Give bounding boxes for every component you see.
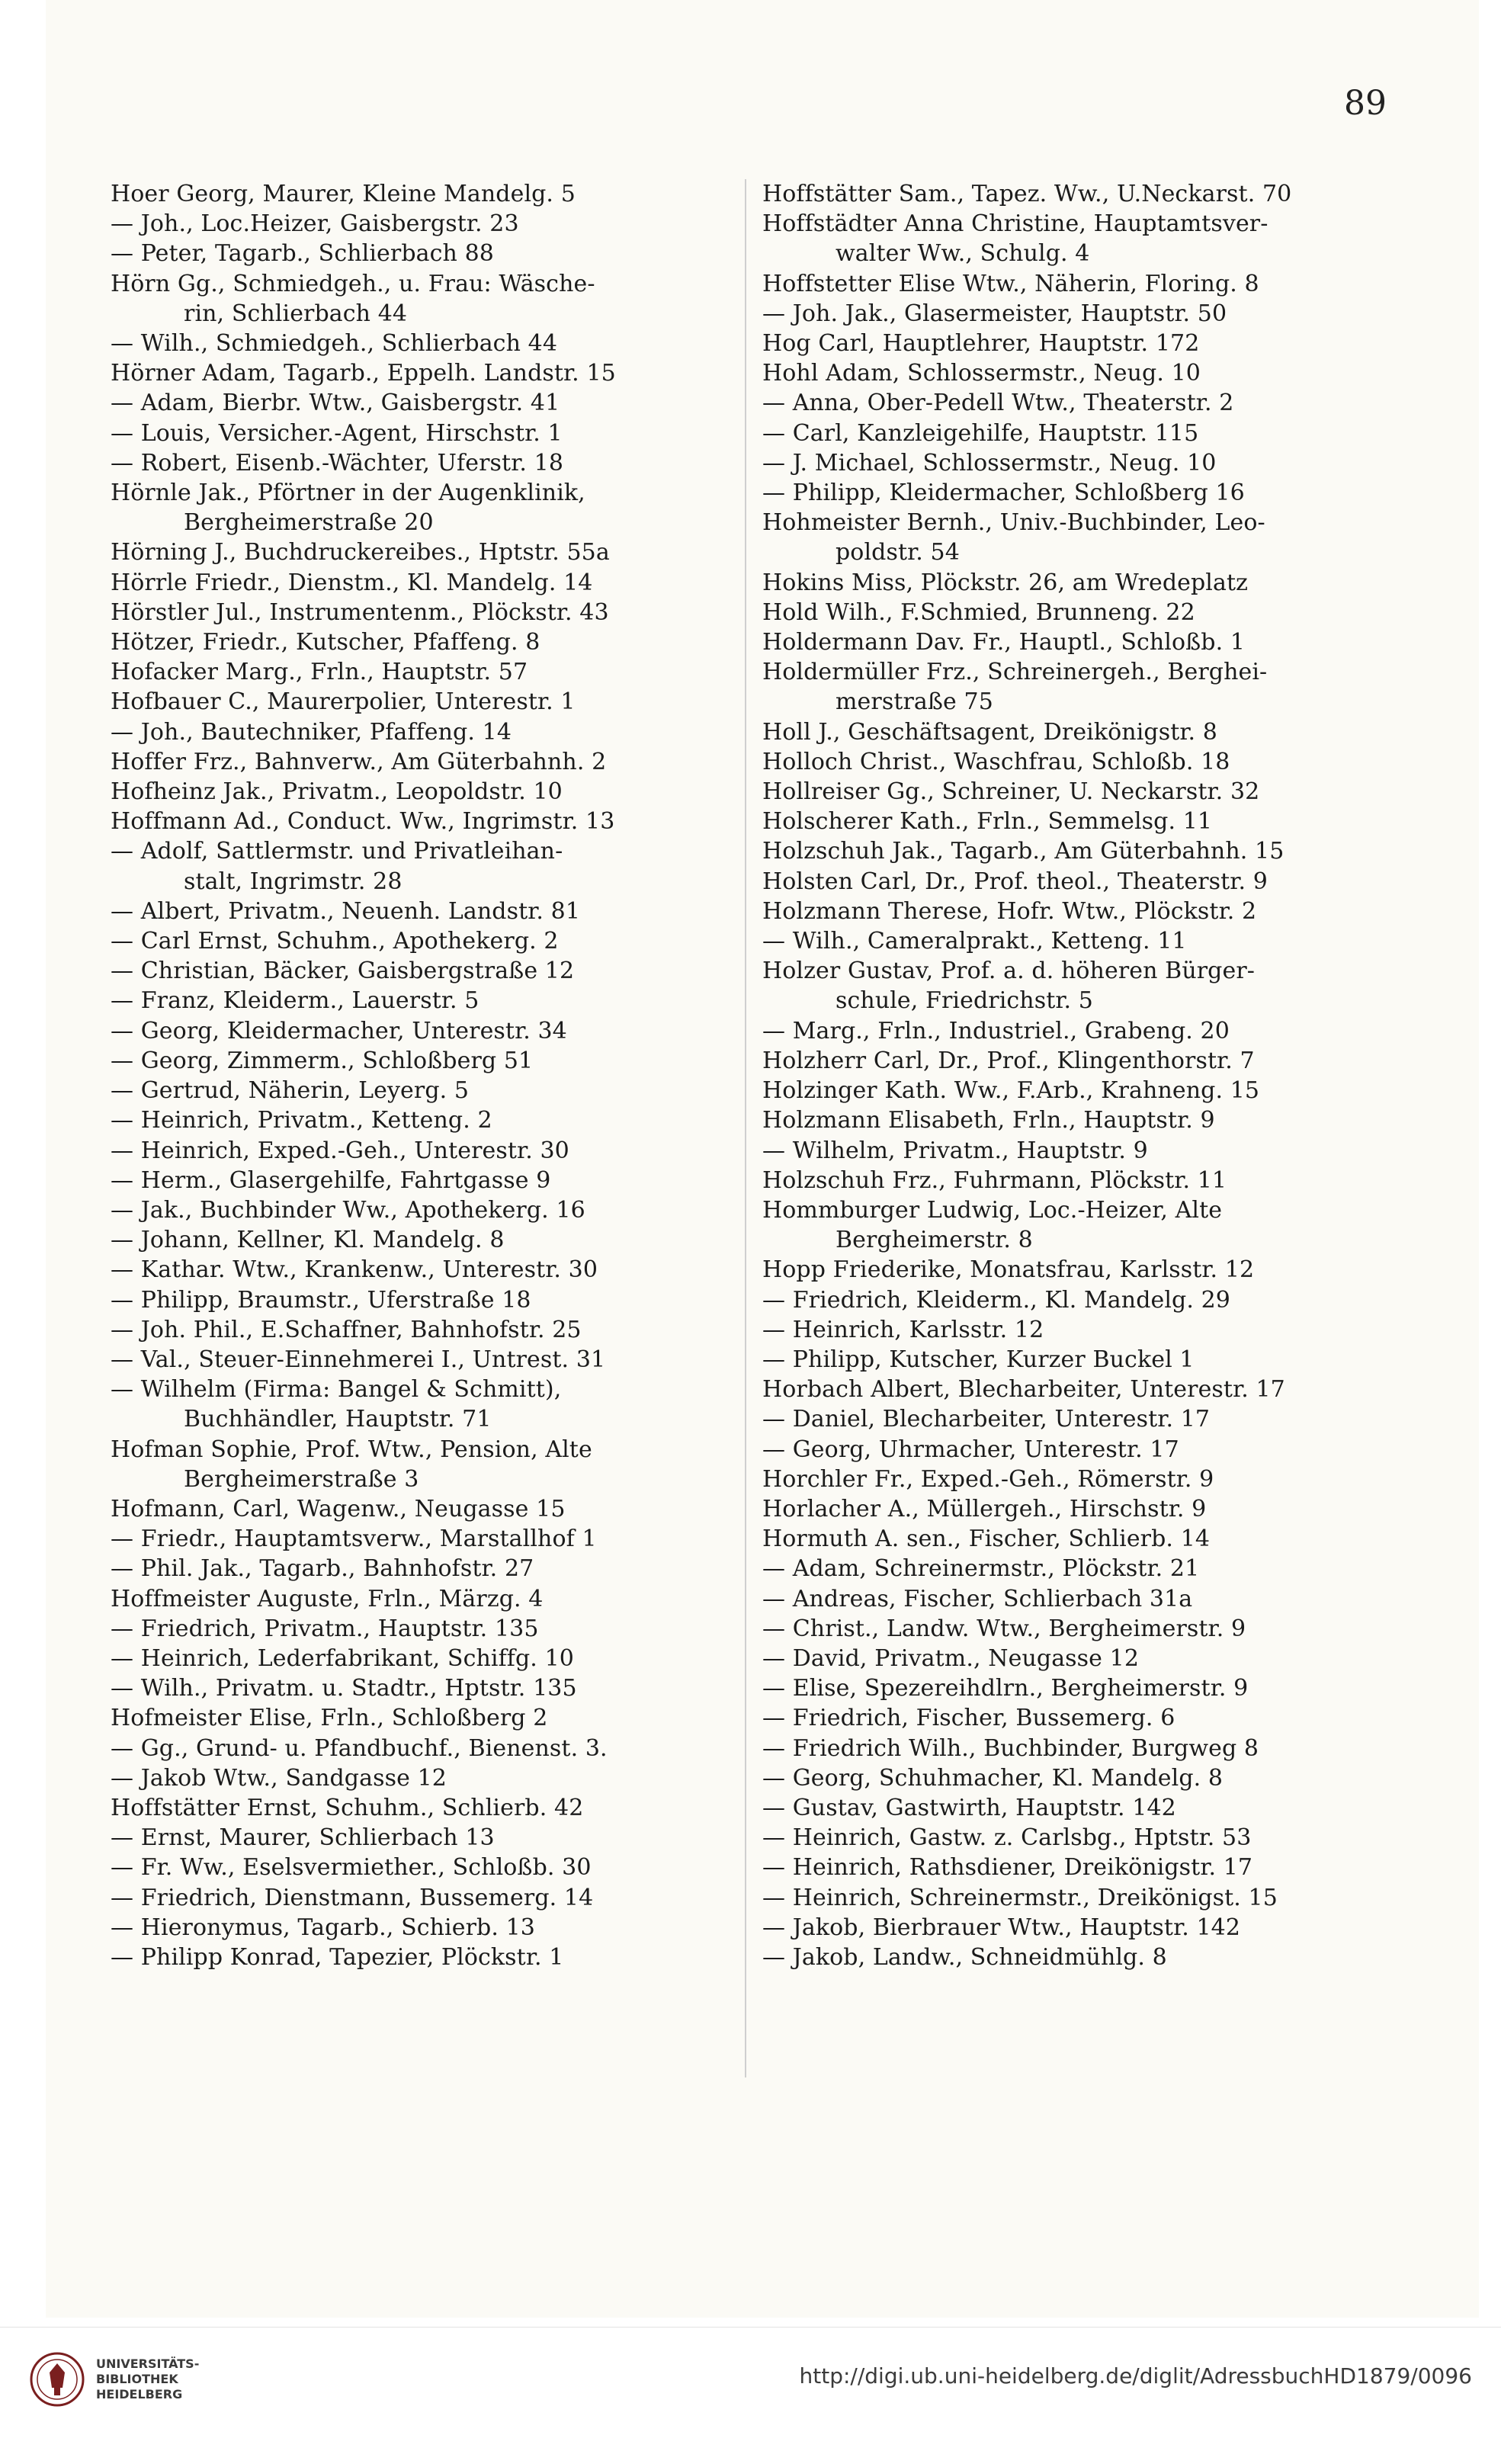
entry-line: — Heinrich, Gastw. z. Carlsbg., Hptstr. 53 (762, 1824, 1252, 1852)
entry-line: — Joh., Bautechniker, Pfaffeng. 14 (111, 718, 512, 746)
entry-line: Hötzer, Friedr., Kutscher, Pfaffeng. 8 (111, 629, 540, 656)
directory-entry (111, 1703, 720, 1733)
entry-line: Hoffstetter Elise Wtw., Näherin, Floring. 8 (762, 270, 1259, 297)
directory-entry (762, 1734, 1372, 1763)
directory-entry (111, 1345, 720, 1375)
page-number: 89 (1344, 84, 1387, 123)
directory-entry (762, 1494, 1372, 1524)
entry-continuation-line: Bergheimerstraße 20 (184, 509, 434, 537)
entry-continuation-line: Bergheimerstr. 8 (835, 1227, 1033, 1254)
entry-line: Hofmann, Carl, Wagenw., Neugasse 15 (111, 1495, 566, 1522)
entry-line: — Philipp, Kutscher, Kurzer Buckel 1 (762, 1346, 1195, 1373)
entry-line: — Adam, Schreinermstr., Plöckstr. 21 (762, 1555, 1200, 1583)
directory-entry (111, 1315, 720, 1345)
directory-entry (762, 897, 1372, 926)
entry-line: — Wilh., Cameralprakt., Ketteng. 11 (762, 928, 1187, 955)
entry-line: Hofheinz Jak., Privatm., Leopoldstr. 10 (111, 778, 563, 806)
entry-line: — Wilh., Privatm. u. Stadtr., Hptstr. 135 (111, 1675, 577, 1702)
directory-entry (762, 299, 1372, 329)
directory-entry (762, 717, 1372, 747)
entry-line: Hohmeister Bernh., Univ.-Buchbinder, Leo- (762, 509, 1265, 537)
directory-entry (111, 358, 720, 388)
directory-entry (111, 269, 720, 329)
entry-line: Hokins Miss, Plöckstr. 26, am Wredeplatz (762, 569, 1249, 596)
directory-entry (111, 598, 720, 627)
directory-entry (111, 657, 720, 687)
entry-line: — Heinrich, Schreinermstr., Dreikönigst. 15 (762, 1884, 1278, 1911)
entry-line: Hoffstädter Anna Christine, Hauptamtsver- (762, 210, 1268, 238)
directory-entry (762, 1554, 1372, 1583)
directory-entry (111, 777, 720, 807)
entry-line: — Joh. Phil., E.Schaffner, Bahnhofstr. 25 (111, 1316, 582, 1343)
entry-line: — Peter, Tagarb., Schlierbach 88 (111, 240, 494, 268)
entry-line: Holloch Christ., Waschfrau, Schloßb. 18 (762, 748, 1230, 775)
directory-entry (111, 986, 720, 1015)
entry-line: — Louis, Versicher.-Agent, Hirschstr. 1 (111, 419, 563, 447)
entry-line: — Friedrich Wilh., Buchbinder, Burgweg 8 (762, 1734, 1259, 1762)
directory-entry (111, 239, 720, 268)
entry-line: — Friedrich, Kleiderm., Kl. Mandelg. 29 (762, 1286, 1230, 1314)
entry-line: — Georg, Zimmerm., Schloßberg 51 (111, 1047, 534, 1074)
directory-entry (111, 329, 720, 358)
entry-line: Hörnle Jak., Pförtner in der Augenklinik, (111, 480, 585, 507)
directory-entry (111, 1853, 720, 1882)
entry-line: — David, Privatm., Neugasse 12 (762, 1644, 1140, 1672)
right-column (762, 179, 1372, 1972)
directory-entry (111, 1225, 720, 1255)
directory-entry (111, 1016, 720, 1046)
directory-entry (111, 478, 720, 537)
directory-entry (111, 537, 720, 567)
directory-entry (111, 1883, 720, 1913)
directory-entry (762, 1166, 1372, 1195)
directory-entry (111, 1285, 720, 1315)
entry-line: Holzinger Kath. Ww., F.Arb., Krahneng. 15 (762, 1077, 1260, 1105)
directory-entry (762, 1793, 1372, 1823)
entry-continuation-line: Buchhändler, Hauptstr. 71 (184, 1406, 492, 1433)
entry-line: — Daniel, Blecharbeiter, Unterestr. 17 (762, 1406, 1211, 1433)
university-seal-icon (29, 2351, 85, 2408)
entry-line: — Jakob, Bierbrauer Wtw., Hauptstr. 142 (762, 1914, 1241, 1941)
entry-line: — Georg, Schuhmacher, Kl. Mandelg. 8 (762, 1764, 1224, 1792)
entry-line: Hog Carl, Hauptlehrer, Hauptstr. 172 (762, 330, 1200, 358)
entry-line: — Christ., Landw. Wtw., Bergheimerstr. 9 (762, 1615, 1246, 1642)
entry-line: Hoer Georg, Maurer, Kleine Mandelg. 5 (111, 181, 576, 207)
directory-entry (111, 388, 720, 418)
directory-entry (111, 1524, 720, 1554)
directory-entry (111, 1793, 720, 1823)
directory-entry (762, 836, 1372, 866)
entry-line: Hofacker Marg., Frln., Hauptstr. 57 (111, 659, 528, 686)
directory-entry (111, 1375, 720, 1434)
logo-line-1: UNIVERSITÄTS- (96, 2357, 200, 2371)
logo-line-2: BIBLIOTHEK (96, 2372, 178, 2386)
entry-line: Holl J., Geschäftsagent, Dreikönigstr. 8 (762, 718, 1217, 746)
directory-entry (762, 358, 1372, 388)
entry-line: — Robert, Eisenb.-Wächter, Uferstr. 18 (111, 449, 563, 476)
entry-line: Hoffmeister Auguste, Frln., Märzg. 4 (111, 1585, 544, 1612)
entry-line: Hopp Friederike, Monatsfrau, Karlsstr. 12 (762, 1256, 1255, 1284)
left-column (111, 179, 720, 1972)
entry-line: — Christian, Bäcker, Gaisbergstraße 12 (111, 958, 575, 985)
entry-line: Hoffer Frz., Bahnverw., Am Güterbahnh. 2 (111, 748, 607, 775)
entry-line: — Wilh., Schmiedgeh., Schlierbach 44 (111, 330, 558, 358)
entry-line: — Kathar. Wtw., Krankenw., Unterestr. 30 (111, 1256, 598, 1284)
directory-entry (111, 836, 720, 896)
entry-line: Horchler Fr., Exped.-Geh., Römerstr. 9 (762, 1465, 1214, 1493)
directory-entry (111, 1763, 720, 1793)
entry-line: — Gg., Grund- u. Pfandbuchf., Bienenst. 3. (111, 1734, 608, 1762)
directory-entry (762, 956, 1372, 1015)
directory-entry (762, 1255, 1372, 1285)
entry-line: Hofbauer C., Maurerpolier, Unterestr. 1 (111, 688, 576, 716)
entry-line: — Marg., Frln., Industriel., Grabeng. 20 (762, 1017, 1230, 1044)
entry-line: Hoffmann Ad., Conduct. Ww., Ingrimstr. 13 (111, 808, 615, 836)
entry-line: — Georg, Uhrmacher, Unterestr. 17 (762, 1436, 1179, 1463)
entry-line: — Elise, Spezereihdlrn., Bergheimerstr. 9 (762, 1675, 1249, 1702)
entry-line: Hörning J., Buchdruckereibes., Hptstr. 55a (111, 539, 610, 566)
directory-entry (762, 1285, 1372, 1315)
entry-line: — Jakob Wtw., Sandgasse 12 (111, 1764, 447, 1792)
entry-line: Hofman Sophie, Prof. Wtw., Pension, Alte (111, 1436, 592, 1463)
entry-line: Hoffstätter Sam., Tapez. Ww., U.Neckarst. 70 (762, 181, 1292, 207)
directory-entry (111, 209, 720, 239)
directory-entry (111, 1105, 720, 1135)
directory-entry (762, 867, 1372, 897)
directory-entry (111, 1255, 720, 1285)
entry-line: — Val., Steuer-Einnehmerei I., Untrest. 31 (111, 1346, 606, 1373)
entry-line: Holzmann Therese, Hofr. Wtw., Plöckstr. 2 (762, 897, 1257, 925)
directory-entry (111, 1734, 720, 1763)
directory-entry (111, 807, 720, 836)
directory-entry (111, 1046, 720, 1076)
directory-entry (762, 568, 1372, 598)
directory-entry (762, 1435, 1372, 1465)
directory-entry (762, 1315, 1372, 1345)
directory-entry (762, 1105, 1372, 1135)
entry-line: — Philipp, Braumstr., Uferstraße 18 (111, 1286, 531, 1314)
entry-line: Holdermann Dav. Fr., Hauptl., Schloßb. 1 (762, 629, 1246, 656)
directory-entry (762, 1016, 1372, 1046)
entry-line: — Georg, Kleidermacher, Unterestr. 34 (111, 1017, 567, 1044)
entry-continuation-line: schule, Friedrichstr. 5 (835, 987, 1093, 1015)
entry-line: Horbach Albert, Blecharbeiter, Unterestr. 17 (762, 1376, 1285, 1404)
entry-line: — Friedrich, Privatm., Hauptstr. 135 (111, 1615, 539, 1642)
directory-entry (111, 956, 720, 986)
directory-entry (762, 1345, 1372, 1375)
directory-entry (762, 1465, 1372, 1494)
directory-entry (762, 478, 1372, 508)
directory-entry (111, 1076, 720, 1105)
logo-line-3: HEIDELBERG (96, 2387, 183, 2401)
directory-entry (762, 777, 1372, 807)
footer-bar (0, 2327, 1501, 2464)
entry-continuation-line: merstraße 75 (835, 688, 993, 716)
entry-line: — Fr. Ww., Eselsvermiether., Schloßb. 30 (111, 1854, 592, 1882)
directory-entry (762, 1046, 1372, 1076)
entry-line: — Friedrich, Dienstmann, Bussemerg. 14 (111, 1884, 594, 1911)
entry-line: Holzmann Elisabeth, Frln., Hauptstr. 9 (762, 1107, 1215, 1134)
directory-entry (111, 1943, 720, 1972)
entry-line: — Albert, Privatm., Neuenh. Landstr. 81 (111, 897, 581, 925)
directory-entry (762, 1823, 1372, 1853)
directory-entry (762, 508, 1372, 567)
entry-line: — Andreas, Fischer, Schlierbach 31a (762, 1585, 1193, 1612)
library-logo[interactable] (29, 2351, 199, 2408)
directory-entry (762, 419, 1372, 448)
entry-line: Hörn Gg., Schmiedgeh., u. Frau: Wäsche- (111, 270, 595, 297)
directory-entry (111, 1195, 720, 1225)
directory-entry (111, 1554, 720, 1583)
entry-line: — Wilhelm, Privatm., Hauptstr. 9 (762, 1137, 1148, 1164)
directory-entry (111, 1494, 720, 1524)
directory-entry (111, 1166, 720, 1195)
directory-entry (111, 1823, 720, 1853)
entry-line: Hörstler Jul., Instrumentenm., Plöckstr. 43 (111, 598, 609, 626)
entry-line: — Heinrich, Exped.-Geh., Unterestr. 30 (111, 1137, 569, 1164)
entry-line: — Phil. Jak., Tagarb., Bahnhofstr. 27 (111, 1555, 534, 1583)
entry-line: Hold Wilh., F.Schmied, Brunneng. 22 (762, 598, 1195, 626)
entry-line: Hörner Adam, Tagarb., Eppelh. Landstr. 15 (111, 360, 616, 387)
directory-entry (762, 179, 1372, 209)
directory-entry (762, 209, 1372, 268)
source-url[interactable]: http://digi.ub.uni-heidelberg.de/diglit/AdressbuchHD1879/0096 (799, 2363, 1472, 2389)
entry-line: — Philipp, Kleidermacher, Schloßberg 16 (762, 480, 1245, 507)
directory-entry (762, 1195, 1372, 1255)
directory-entry (111, 897, 720, 926)
directory-entry (762, 1644, 1372, 1673)
entry-line: — Adolf, Sattlermstr. und Privatleihan- (111, 838, 563, 865)
entry-line: — Heinrich, Karlsstr. 12 (762, 1316, 1044, 1343)
entry-line: Horlacher A., Müllergeh., Hirschstr. 9 (762, 1495, 1207, 1522)
directory-entry (111, 1913, 720, 1943)
directory-entry (111, 926, 720, 956)
entry-line: — Carl, Kanzleigehilfe, Hauptstr. 115 (762, 419, 1199, 447)
directory-entry (111, 717, 720, 747)
directory-entry (111, 568, 720, 598)
entry-line: Holzschuh Jak., Tagarb., Am Güterbahnh. 15 (762, 838, 1285, 865)
entry-line: — Herm., Glasergehilfe, Fahrtgasse 9 (111, 1166, 551, 1194)
entry-line: — Jak., Buchbinder Ww., Apothekerg. 16 (111, 1196, 585, 1224)
entry-line: Holdermüller Frz., Schreinergeh., Berghei- (762, 659, 1268, 686)
entry-line: — Hieronymus, Tagarb., Schierb. 13 (111, 1914, 535, 1941)
directory-entry (111, 419, 720, 448)
entry-line: — Franz, Kleiderm., Lauerstr. 5 (111, 987, 479, 1015)
entry-line: Holsten Carl, Dr., Prof. theol., Theaterstr. 9 (762, 868, 1268, 895)
entry-line: Holzschuh Frz., Fuhrmann, Plöckstr. 11 (762, 1166, 1227, 1194)
entry-line: — Joh., Loc.Heizer, Gaisbergstr. 23 (111, 210, 519, 238)
entry-continuation-line: walter Ww., Schulg. 4 (835, 240, 1090, 268)
directory-entry (111, 1673, 720, 1703)
entry-line: Holzer Gustav, Prof. a. d. höheren Bürger- (762, 958, 1256, 985)
entry-line: — Heinrich, Privatm., Ketteng. 2 (111, 1107, 492, 1134)
entry-line: Hofmeister Elise, Frln., Schloßberg 2 (111, 1705, 548, 1732)
directory-entry (762, 926, 1372, 956)
entry-line: — Anna, Ober-Pedell Wtw., Theaterstr. 2 (762, 390, 1234, 417)
entry-line: Holzherr Carl, Dr., Prof., Klingenthorstr. 7 (762, 1047, 1255, 1074)
directory-entry (762, 1883, 1372, 1913)
entry-line: — Heinrich, Lederfabrikant, Schiffg. 10 (111, 1644, 574, 1672)
entry-line: Hohl Adam, Schlossermstr., Neug. 10 (762, 360, 1201, 387)
entry-line: — Gertrud, Näherin, Leyerg. 5 (111, 1077, 470, 1105)
entry-line: — Jakob, Landw., Schneidmühlg. 8 (762, 1943, 1167, 1971)
directory-entry (762, 1404, 1372, 1434)
directory-entry (762, 1853, 1372, 1882)
entry-line: — Friedr., Hauptamtsverw., Marstallhof 1 (111, 1526, 597, 1553)
directory-entry (111, 1644, 720, 1673)
directory-entry (111, 448, 720, 478)
entry-line: — Philipp Konrad, Tapezier, Plöckstr. 1 (111, 1943, 564, 1971)
entry-continuation-line: Bergheimerstraße 3 (184, 1465, 419, 1493)
entry-line: — Heinrich, Rathsdiener, Dreikönigstr. 17 (762, 1854, 1253, 1882)
directory-entry (762, 807, 1372, 836)
entry-line: Hollreiser Gg., Schreiner, U. Neckarstr. 32 (762, 778, 1260, 806)
directory-entry (111, 179, 720, 209)
entry-line: Hörrle Friedr., Dienstm., Kl. Mandelg. 14 (111, 569, 593, 596)
directory-entry (762, 1943, 1372, 1972)
entry-line: — Carl Ernst, Schuhm., Apothekerg. 2 (111, 928, 559, 955)
directory-entry (762, 1136, 1372, 1166)
entry-continuation-line: rin, Schlierbach 44 (184, 300, 408, 327)
directory-entry (762, 1614, 1372, 1644)
entry-line: — J. Michael, Schlossermstr., Neug. 10 (762, 449, 1217, 476)
directory-entry (762, 747, 1372, 777)
directory-entry (762, 627, 1372, 657)
directory-entry (111, 1584, 720, 1614)
column-divider (745, 179, 746, 2077)
directory-entry (762, 657, 1372, 717)
directory-entry (762, 1524, 1372, 1554)
entry-continuation-line: poldstr. 54 (835, 539, 960, 566)
directory-entry (762, 329, 1372, 358)
entry-line: Hommburger Ludwig, Loc.-Heizer, Alte (762, 1196, 1223, 1224)
directory-entry (111, 1136, 720, 1166)
directory-entry (762, 388, 1372, 418)
directory-entry (762, 448, 1372, 478)
entry-line: — Wilhelm (Firma: Bangel & Schmitt), (111, 1376, 562, 1404)
directory-entry (762, 1375, 1372, 1404)
entry-line: Holscherer Kath., Frln., Semmelsg. 11 (762, 808, 1213, 836)
entry-line: — Johann, Kellner, Kl. Mandelg. 8 (111, 1227, 505, 1254)
directory-entry (111, 1614, 720, 1644)
directory-entry (111, 747, 720, 777)
directory-entry (111, 627, 720, 657)
entry-line: — Adam, Bierbr. Wtw., Gaisbergstr. 41 (111, 390, 560, 417)
entry-line: — Gustav, Gastwirth, Hauptstr. 142 (762, 1794, 1176, 1821)
directory-entry (762, 1584, 1372, 1614)
directory-entry (111, 687, 720, 717)
directory-entry (762, 269, 1372, 299)
directory-entry (762, 1913, 1372, 1943)
directory-entry (762, 1763, 1372, 1793)
directory-entry (111, 1435, 720, 1494)
directory-entry (762, 1703, 1372, 1733)
entry-line: — Ernst, Maurer, Schlierbach 13 (111, 1824, 495, 1852)
entry-line: — Friedrich, Fischer, Bussemerg. 6 (762, 1705, 1175, 1732)
entry-line: — Joh. Jak., Glasermeister, Hauptstr. 50 (762, 300, 1227, 327)
entry-line: Hoffstätter Ernst, Schuhm., Schlierb. 42 (111, 1794, 584, 1821)
directory-entry (762, 598, 1372, 627)
directory-entry (762, 1673, 1372, 1703)
directory-entry (762, 1076, 1372, 1105)
entry-line: Hormuth A. sen., Fischer, Schlierb. 14 (762, 1526, 1211, 1553)
entry-continuation-line: stalt, Ingrimstr. 28 (184, 868, 403, 895)
